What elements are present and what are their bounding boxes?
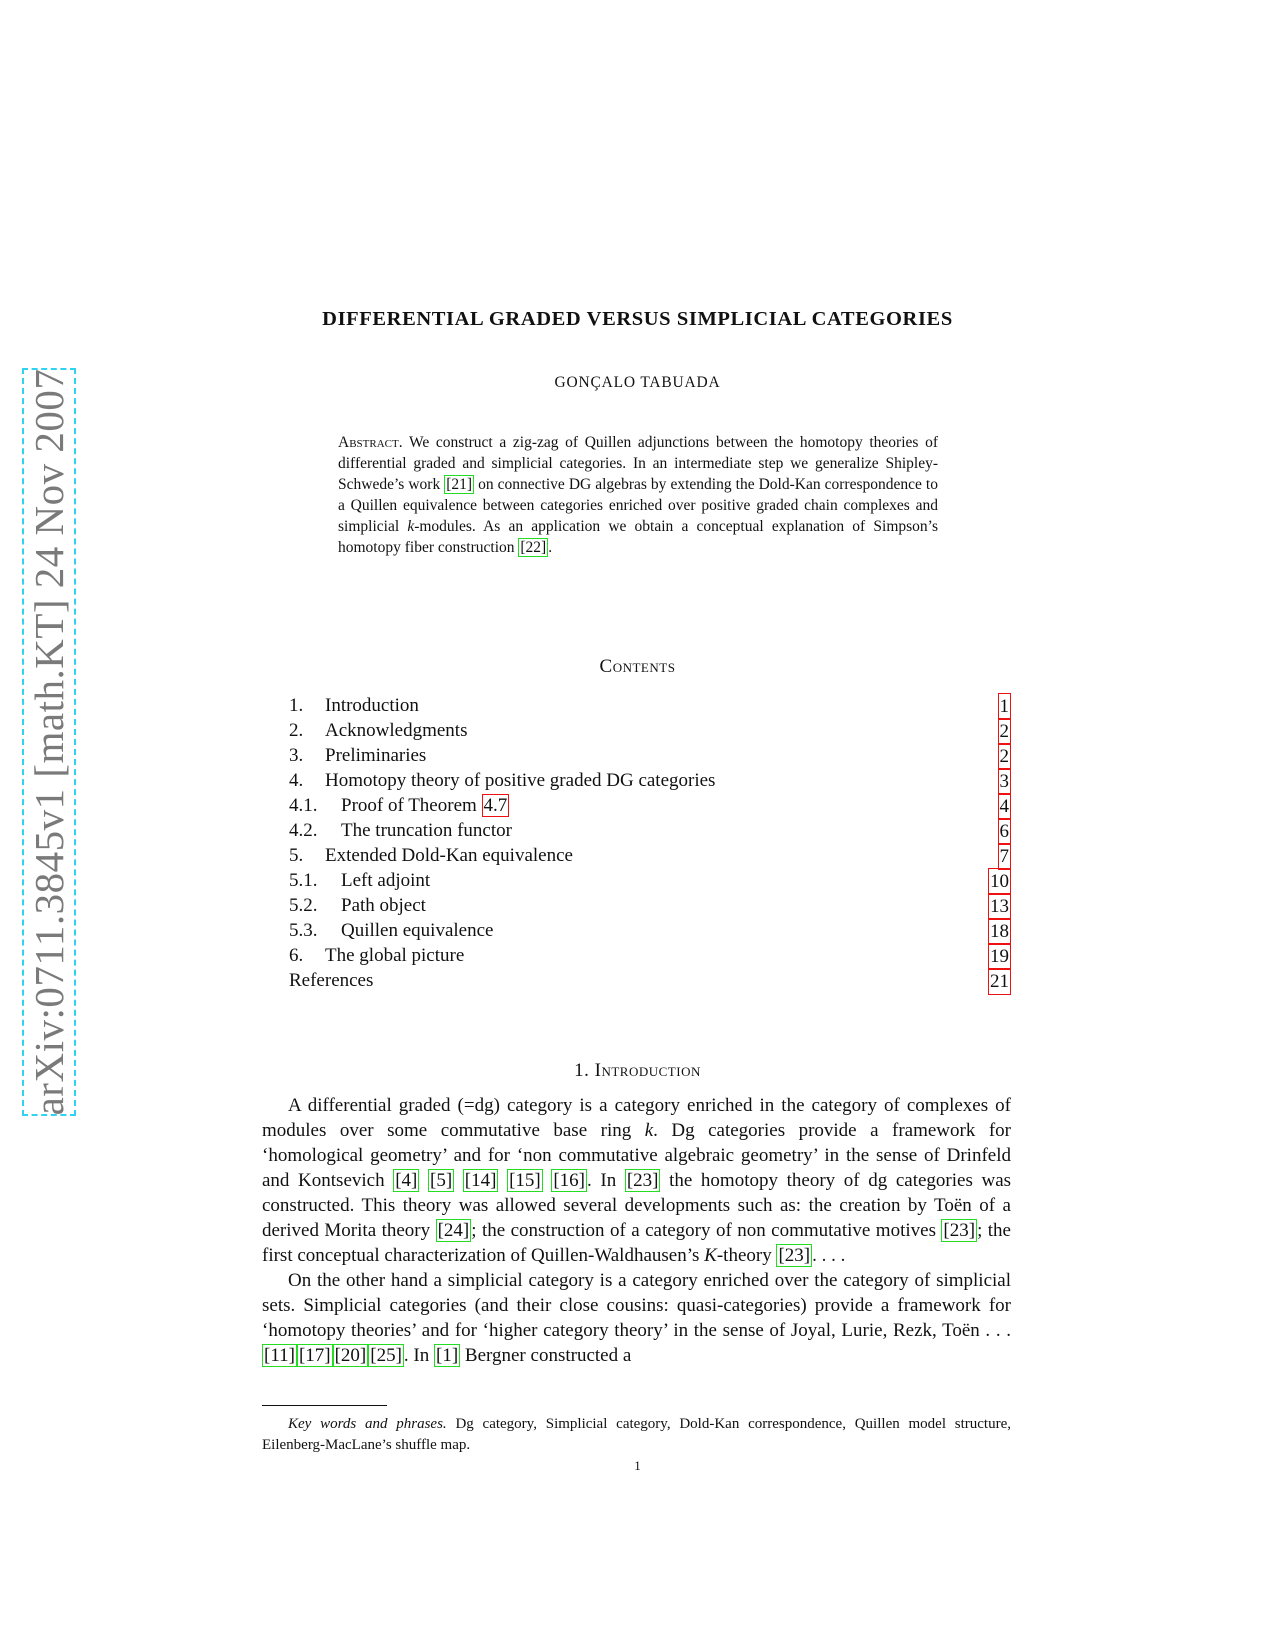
math-symbol: k xyxy=(407,518,415,535)
section-title: Introduction xyxy=(594,1060,701,1081)
toc-entry[interactable] xyxy=(289,943,1011,968)
abstract xyxy=(338,432,938,558)
text-run: . In xyxy=(403,1345,434,1366)
citation-link[interactable]: [15] xyxy=(509,1170,541,1191)
citation-link[interactable]: [22] xyxy=(520,539,547,556)
section-heading xyxy=(0,1060,1275,1082)
citation-link[interactable]: [5] xyxy=(430,1170,453,1191)
citation-link[interactable]: [11] xyxy=(264,1345,295,1366)
toc-page-link[interactable]: 19 xyxy=(988,943,1011,970)
toc-page-link[interactable]: 3 xyxy=(998,768,1012,795)
toc-number: 1. xyxy=(289,695,304,716)
toc-entry[interactable] xyxy=(289,768,1011,793)
arxiv-stamp xyxy=(22,368,76,1116)
toc-number: 2. xyxy=(289,720,304,741)
text-run: the homotopy theory of dg categories was constructed. This theory was allowed several developments such as: the creation by Toën of a derived Morita theory xyxy=(262,1170,1012,1241)
text-run: ; the first conceptual characterization of Quillen-Waldhausen’s xyxy=(262,1220,1011,1266)
citation-link[interactable]: [20] xyxy=(334,1345,367,1366)
citation-link[interactable]: [23] xyxy=(626,1170,659,1191)
author-name: GONÇALO TABUADA xyxy=(554,374,721,391)
citation-link[interactable]: [25] xyxy=(370,1345,402,1366)
text-run: -theory xyxy=(716,1245,777,1266)
toc-entry[interactable] xyxy=(289,718,1011,743)
table-of-contents xyxy=(289,693,1011,993)
toc-label: Proof of Theorem xyxy=(341,795,482,816)
toc-label: The truncation functor xyxy=(341,820,512,841)
toc-entry[interactable] xyxy=(289,968,1011,993)
citation-link[interactable]: [24] xyxy=(437,1220,470,1241)
footnote-rule xyxy=(262,1405,387,1406)
toc-number: 4. xyxy=(289,770,304,791)
paper-title: DIFFERENTIAL GRADED VERSUS SIMPLICIAL CATEGORIES xyxy=(322,308,953,330)
toc-number: 5.1. xyxy=(289,870,318,891)
abstract-text: -modules. As an application we obtain a conceptual explanation of Simpson’s homotopy fiber construction xyxy=(338,518,938,556)
text-run: . In xyxy=(587,1170,625,1191)
footnote-text: Dg category, Simplicial category, Dold-Kan correspondence, Quillen model structure, Eilenberg-MacLane’s shuffle map. xyxy=(262,1416,1011,1453)
abstract-text: . xyxy=(548,539,553,556)
text-run: A differential graded (=dg) category is a category enriched in the category of complexes of modules over some commutative base ring xyxy=(262,1095,1011,1141)
toc-number: 3. xyxy=(289,745,304,766)
toc-page-link[interactable]: 10 xyxy=(988,868,1011,895)
section-number: 1. xyxy=(574,1060,590,1081)
toc-number: 4.2. xyxy=(289,820,318,841)
toc-number: 5.2. xyxy=(289,895,318,916)
toc-number: 5.3. xyxy=(289,920,318,941)
toc-page-link[interactable]: 6 xyxy=(998,818,1012,845)
math-symbol: k xyxy=(644,1120,654,1141)
toc-entry[interactable] xyxy=(289,843,1011,868)
toc-page-link[interactable]: 18 xyxy=(988,918,1011,945)
citation-link[interactable]: [23] xyxy=(943,1220,976,1241)
abstract-text: We construct a zig-zag of Quillen adjunctions between the homotopy theories of differential graded and simplicial categories. In an intermediate step we generalize Shipley-Schwede’s work xyxy=(338,434,938,493)
toc-label: Introduction xyxy=(325,695,419,716)
toc-label: References xyxy=(289,970,374,991)
theorem-ref-link[interactable]: 4.7 xyxy=(483,795,508,816)
abstract-label: Abstract. xyxy=(338,434,403,451)
abstract-text: on connective DG algebras by extending the Dold-Kan correspondence to a Quillen equivalence between categories enriched over positive graded chain complexes and simplicial xyxy=(338,476,938,535)
toc-entry[interactable] xyxy=(289,918,1011,943)
toc-label: Left adjoint xyxy=(341,870,431,891)
text-run: ; the construction of a category of non commutative motives xyxy=(471,1220,942,1241)
text-run: . . . . xyxy=(812,1245,846,1266)
toc-page-link[interactable]: 2 xyxy=(998,743,1012,770)
toc-page-link[interactable]: 7 xyxy=(998,843,1012,870)
toc-page-link[interactable]: 4 xyxy=(998,793,1012,820)
toc-entry[interactable] xyxy=(289,868,1011,893)
text-run: . Dg categories provide a framework for ‘homological geometry’ and for ‘non commutative algebraic geometry’ in the sense of Drinfeld and Kontsevich xyxy=(262,1120,1011,1191)
text-run: Bergner constructed a xyxy=(460,1345,632,1366)
toc-entry[interactable] xyxy=(289,743,1011,768)
introduction-body xyxy=(262,1093,1011,1368)
toc-label: Preliminaries xyxy=(325,745,427,766)
math-symbol: K xyxy=(704,1245,717,1266)
toc-page-link[interactable]: 21 xyxy=(988,968,1011,995)
toc-number: 5. xyxy=(289,845,304,866)
toc-label: Acknowledgments xyxy=(325,720,468,741)
toc-label: Extended Dold-Kan equivalence xyxy=(325,845,573,866)
citation-link[interactable]: [23] xyxy=(778,1245,811,1266)
page-number: 1 xyxy=(634,1458,641,1473)
toc-entry[interactable] xyxy=(289,893,1011,918)
toc-label: The global picture xyxy=(325,945,465,966)
toc-page-link[interactable]: 13 xyxy=(988,893,1011,920)
footnote xyxy=(262,1414,1011,1456)
paragraph xyxy=(262,1268,1011,1368)
toc-page-link[interactable]: 1 xyxy=(998,693,1012,720)
citation-link[interactable]: [14] xyxy=(464,1170,497,1191)
citation-link[interactable]: [1] xyxy=(436,1345,459,1366)
contents-heading: Contents xyxy=(599,656,676,677)
toc-number: 6. xyxy=(289,945,304,966)
footnote-label: Key words and phrases. xyxy=(288,1416,447,1432)
citation-link[interactable]: [4] xyxy=(395,1170,418,1191)
arxiv-identifier[interactable]: arXiv:0711.3845v1 [math.KT] 24 Nov 2007 xyxy=(26,368,72,1116)
toc-entry[interactable] xyxy=(289,793,1011,818)
toc-entry[interactable] xyxy=(289,818,1011,843)
citation-link[interactable]: [16] xyxy=(553,1170,585,1191)
toc-page-link[interactable]: 2 xyxy=(998,718,1012,745)
citation-link[interactable]: [17] xyxy=(298,1345,331,1366)
toc-label: Quillen equivalence xyxy=(341,920,494,941)
toc-number: 4.1. xyxy=(289,795,318,816)
toc-label: Homotopy theory of positive graded DG categories xyxy=(325,770,716,791)
toc-label: Path object xyxy=(341,895,426,916)
citation-link[interactable]: [21] xyxy=(446,476,473,493)
text-run: On the other hand a simplicial category is a category enriched over the category of simplicial sets. Simplicial categories (and their close cousins: quasi-categories) provide a framework for ‘homotopy theories’ and for ‘higher category theory’ in the sense of Joyal, Lurie, Rezk, Toën . . . xyxy=(262,1270,1011,1341)
toc-entry[interactable] xyxy=(289,693,1011,718)
paragraph xyxy=(262,1093,1011,1268)
